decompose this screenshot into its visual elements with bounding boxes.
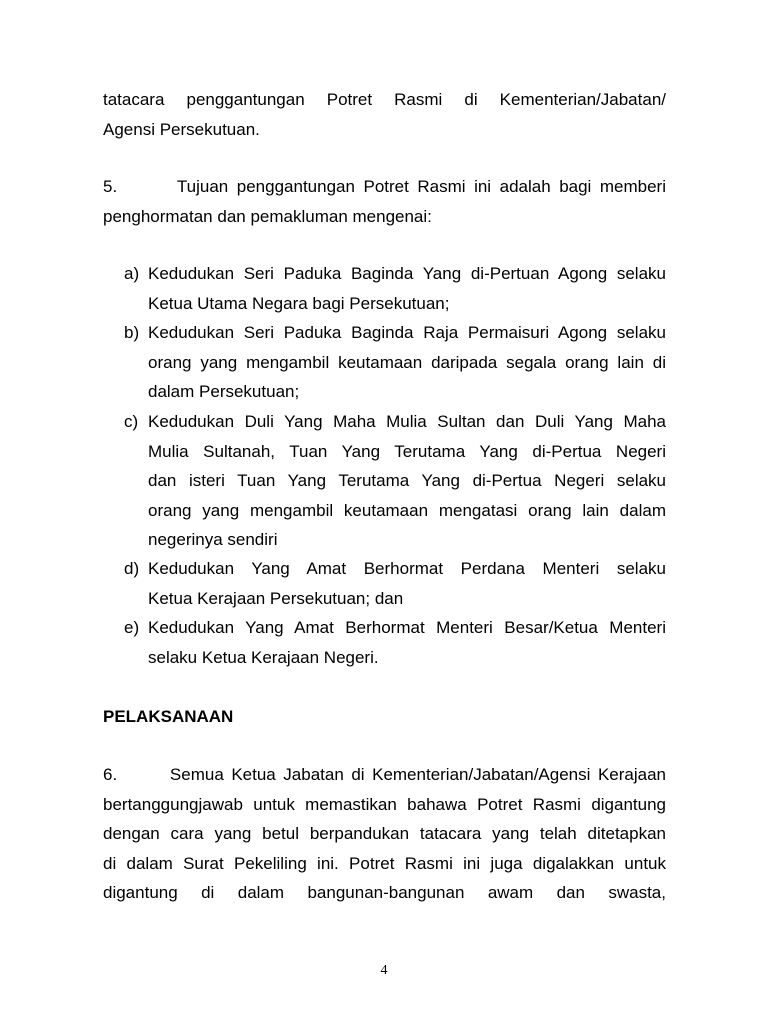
intro-paragraph [103,85,666,144]
paragraph-5-line-1: 5. Tujuan penggantungan Potret Rasmi ini adalah bagi memberi [103,177,666,196]
list-item-line: Kedudukan Seri Paduka Baginda Yang di-Pertuan Agong selaku [148,264,666,283]
list-item-line: dalam Persekutuan; [148,382,300,401]
list-item-line: orang yang mengambil keutamaan daripada segala orang lain di [148,352,666,372]
paragraph-5-line-2: penghormatan dan pemakluman mengenai: [103,206,432,226]
paragraph-5 [103,172,666,231]
list-item-line: selaku Ketua Kerajaan Negeri. [148,647,379,667]
list-item-line: Mulia Sultanah, Tuan Yang Terutama Yang di-Pertua Negeri [148,441,666,461]
paragraph-6-line: 6. Semua Ketua Jabatan di Kementerian/Jabatan/Agensi Kerajaan [103,765,666,784]
list-item-line: Kedudukan Yang Amat Berhormat Perdana Menteri selaku [148,559,666,578]
list-item-line: Kedudukan Yang Amat Berhormat Menteri Besar/Ketua Menteri [148,618,666,637]
page-number: 4 [380,963,388,978]
paragraph-6-line: digantung di dalam bangunan-bangunan awam dan swasta, [103,883,666,902]
intro-line-1: tatacara penggantungan Potret Rasmi di Kementerian/Jabatan/ [103,90,666,109]
list-item-label: d) [124,559,140,578]
section-heading: PELAKSANAAN [103,707,234,726]
paragraph-6 [103,760,666,908]
paragraph-6-line: di dalam Surat Pekeliling ini. Potret Rasmi ini juga digalakkan untuk [103,853,666,873]
list-item-label: a) [124,264,140,283]
list-item-label: b) [124,323,140,342]
list-item-label: c) [124,412,139,431]
list-item-line: Kedudukan Duli Yang Maha Mulia Sultan dan Duli Yang Maha [148,412,666,431]
list-item-line: Ketua Utama Negara bagi Persekutuan; [148,293,450,313]
list-item-line: Kedudukan Seri Paduka Baginda Raja Permaisuri Agong selaku [148,323,666,342]
intro-line-2: Agensi Persekutuan. [103,119,260,139]
paragraph-6-line: bertanggungjawab untuk memastikan bahawa Potret Rasmi digantung [103,794,666,814]
list-item-label: e) [124,618,140,637]
paragraph-6-line: dengan cara yang betul berpandukan tatacara yang telah ditetapkan [103,824,666,843]
list-item-line: negerinya sendiri [148,530,278,549]
list-item-line: dan isteri Tuan Yang Terutama Yang di-Pertua Negeri selaku [148,471,666,490]
list-item-line: orang yang mengambil keutamaan mengatasi orang lain dalam [148,500,666,520]
list-item-line: Ketua Kerajaan Persekutuan; dan [148,588,404,608]
